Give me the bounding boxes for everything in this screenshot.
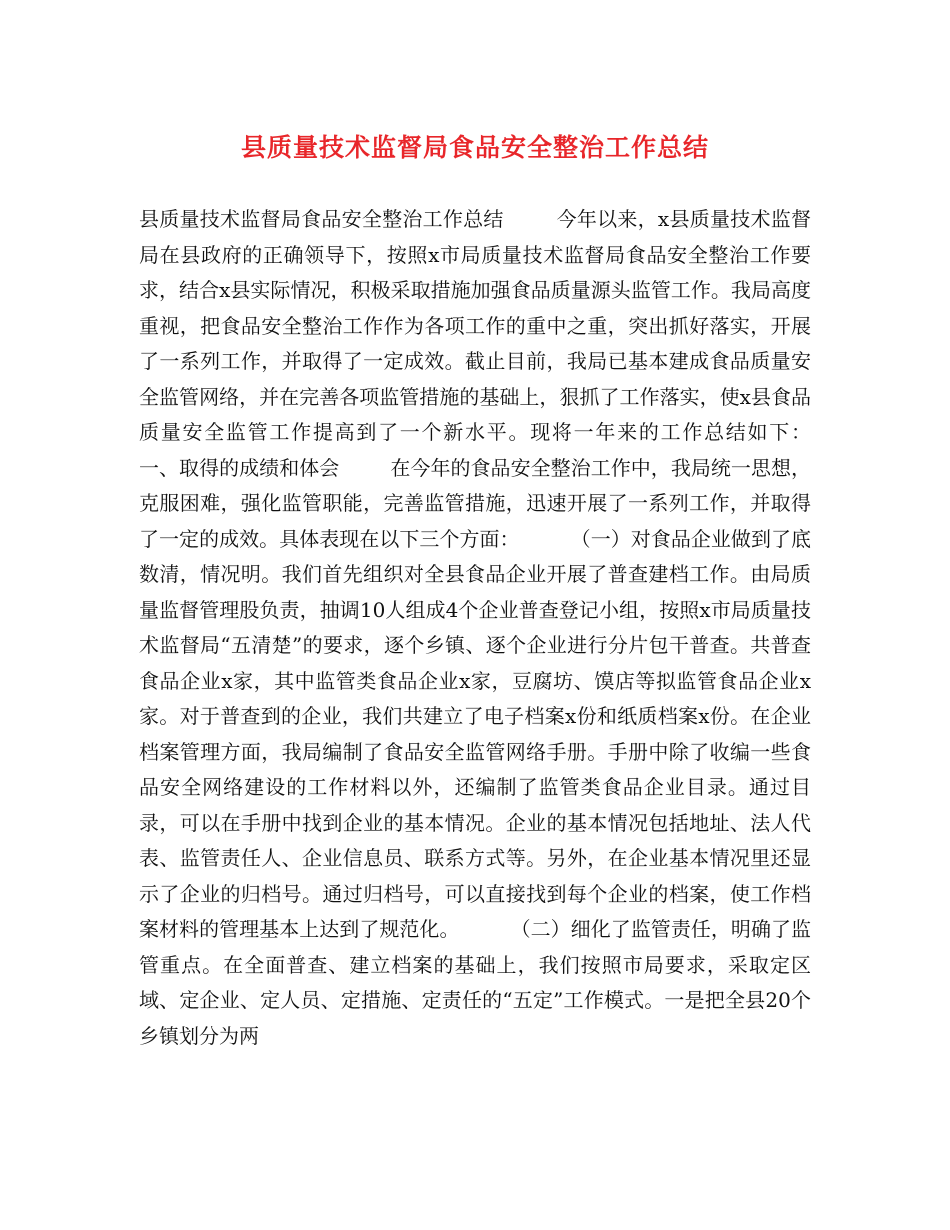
document-title: 县质量技术监督局食品安全整治工作总结 bbox=[240, 133, 709, 162]
document-body-text: 县质量技术监督局食品安全整治工作总结 今年以来，x县质量技术监督局在县政府的正确领导下，按照x市局质量技术监督局食品安全整治工作要求，结合x县实际情况，积极采取措施加强食品质量源头监管工作。我局高度重视，把食品安全整治工作作为各项工作的重中之重，突出抓好落实，开展了一系列工作，并取得了一定成效。截止目前，我局已基本建成食品质量安全监管网络，并在完善各项监管措施的基础上，狠抓了工作落实，使x县食品质量安全监管工作提高到了一个新水平。现将一年来的工作总结如下： 一、取得的成绩和体会 在今年的食品安全整治工作中，我局统一思想，克服困难，强化监管职能，完善监管措施，迅速开展了一系列工作，并取得了一定的成效。具体表现在以下三个方面： （一）对食品企业做到了底数清，情况明。我们首先组织对全县食品企业开展了普查建档工作。由局质量监督管理股负责，抽调10人组成4个企业普查登记小组，按照x市局质量技术监督局“五清楚”的要求，逐个乡镇、逐个企业进行分片包干普查。共普查食品企业x家，其中监管类食品企业x家，豆腐坊、馍店等拟监管食品企业x家。对于普查到的企业，我们共建立了电子档案x份和纸质档案x份。在企业档案管理方面，我局编制了食品安全监管网络手册。手册中除了收编一些食品安全网络建设的工作材料以外，还编制了监管类食品企业目录。通过目录，可以在手册中找到企业的基本情况。企业的基本情况包括地址、法人代表、监管责任人、企业信息员、联系方式等。另外，在企业基本情况里还显示了企业的归档号。通过归档号，可以直接找到每个企业的档案，使工作档案材料的管理基本上达到了规范化。 （二）细化了监管责任，明确了监管重点。在全面普查、建立档案的基础上，我们按照市局要求，采取定区域、定企业、定人员、定措施、定责任的“五定”工作模式。一是把全县20个乡镇划分为两 bbox=[139, 207, 862, 1048]
